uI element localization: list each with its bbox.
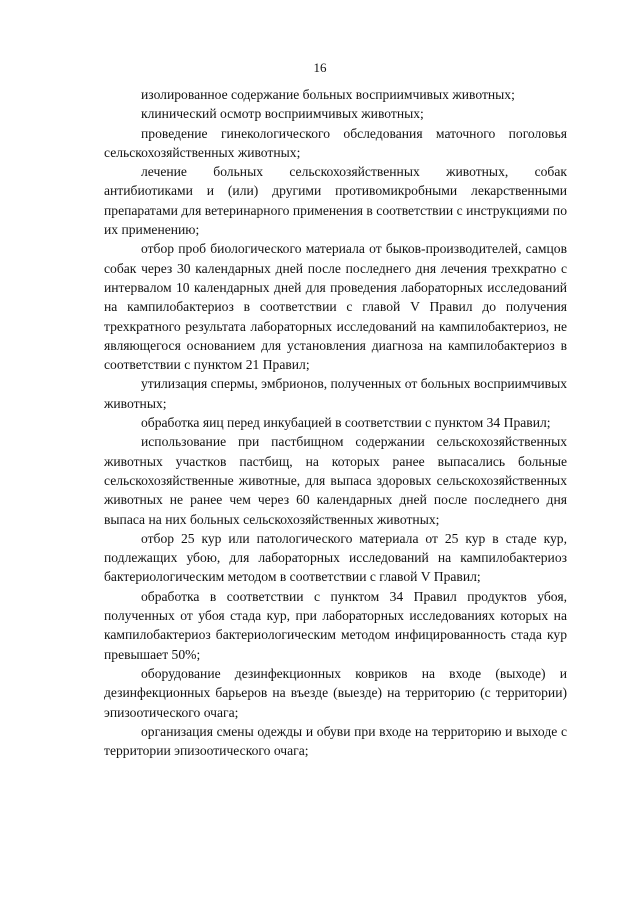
paragraph: отбор 25 кур или патологического материала от 25 кур в стаде кур, подлежащих убою, для лабораторных исследований на кампилобактериоз бактериологическим методом в соответствии с главой V Правил; [104,530,567,585]
paragraph: утилизация спермы, эмбрионов, полученных от больных восприимчивых животных; [104,376,568,411]
paragraph: отбор проб биологического материала от быков-производителей, самцов собак через 30 календарных дней после последнего дня лечения трехкратно с интервалом 10 календарных дней для проведения лабораторных исследований на кампилобактериоз в соответствии с главой V Правил до получения трехкратного результата лабораторных исследований на кампилобактериоз, не являющегося основанием для установления диагноза на кампилобактериоз в соответствии с пунктом 21 Правил; [104,241,567,373]
paragraph: организация смены одежды и обуви при входе на территорию и выходе с территории эпизоотического очага; [104,723,567,759]
paragraph: изолированное содержание больных восприимчивых животных; [141,87,515,102]
paragraph: лечение больных сельскохозяйственных животных, собак антибиотиками и (или) другими противомикробными лекарственными препаратами для ветеринарного применения в соответствии с инструкциями по их применению; [104,164,567,238]
paragraph: использование при пастбищном содержании сельскохозяйственных животных участков пастбищ, на которых ранее выпасались больные сельскохозяйственные животные, для выпаса здоровых сельскохозяйственных животных не ранее чем через 60 календарных дней после последнего дня выпаса на них больных сельскохозяйственных животных; [104,434,567,527]
paragraph: оборудование дезинфекционных ковриков на входе (выходе) и дезинфекционных барьеров на въезде (выезде) на территорию (с территории) эпизоотического очага; [104,665,567,720]
document-body [104,85,567,760]
paragraph: обработка яиц перед инкубацией в соответствии с пунктом 34 Правил; [141,415,551,431]
paragraph: проведение гинекологического обследования маточного поголовья сельскохозяйственных животных; [104,125,567,160]
paragraph: клинический осмотр восприимчивых животных; [141,106,424,122]
page-number: 16 [313,60,327,75]
paragraph: обработка в соответствии с пунктом 34 Правил продуктов убоя, полученных от убоя стада кур, при лабораторных исследованиях которых на кампилобактериоз бактериологическим методом инфицированность стада кур превышает 50%; [104,588,567,662]
